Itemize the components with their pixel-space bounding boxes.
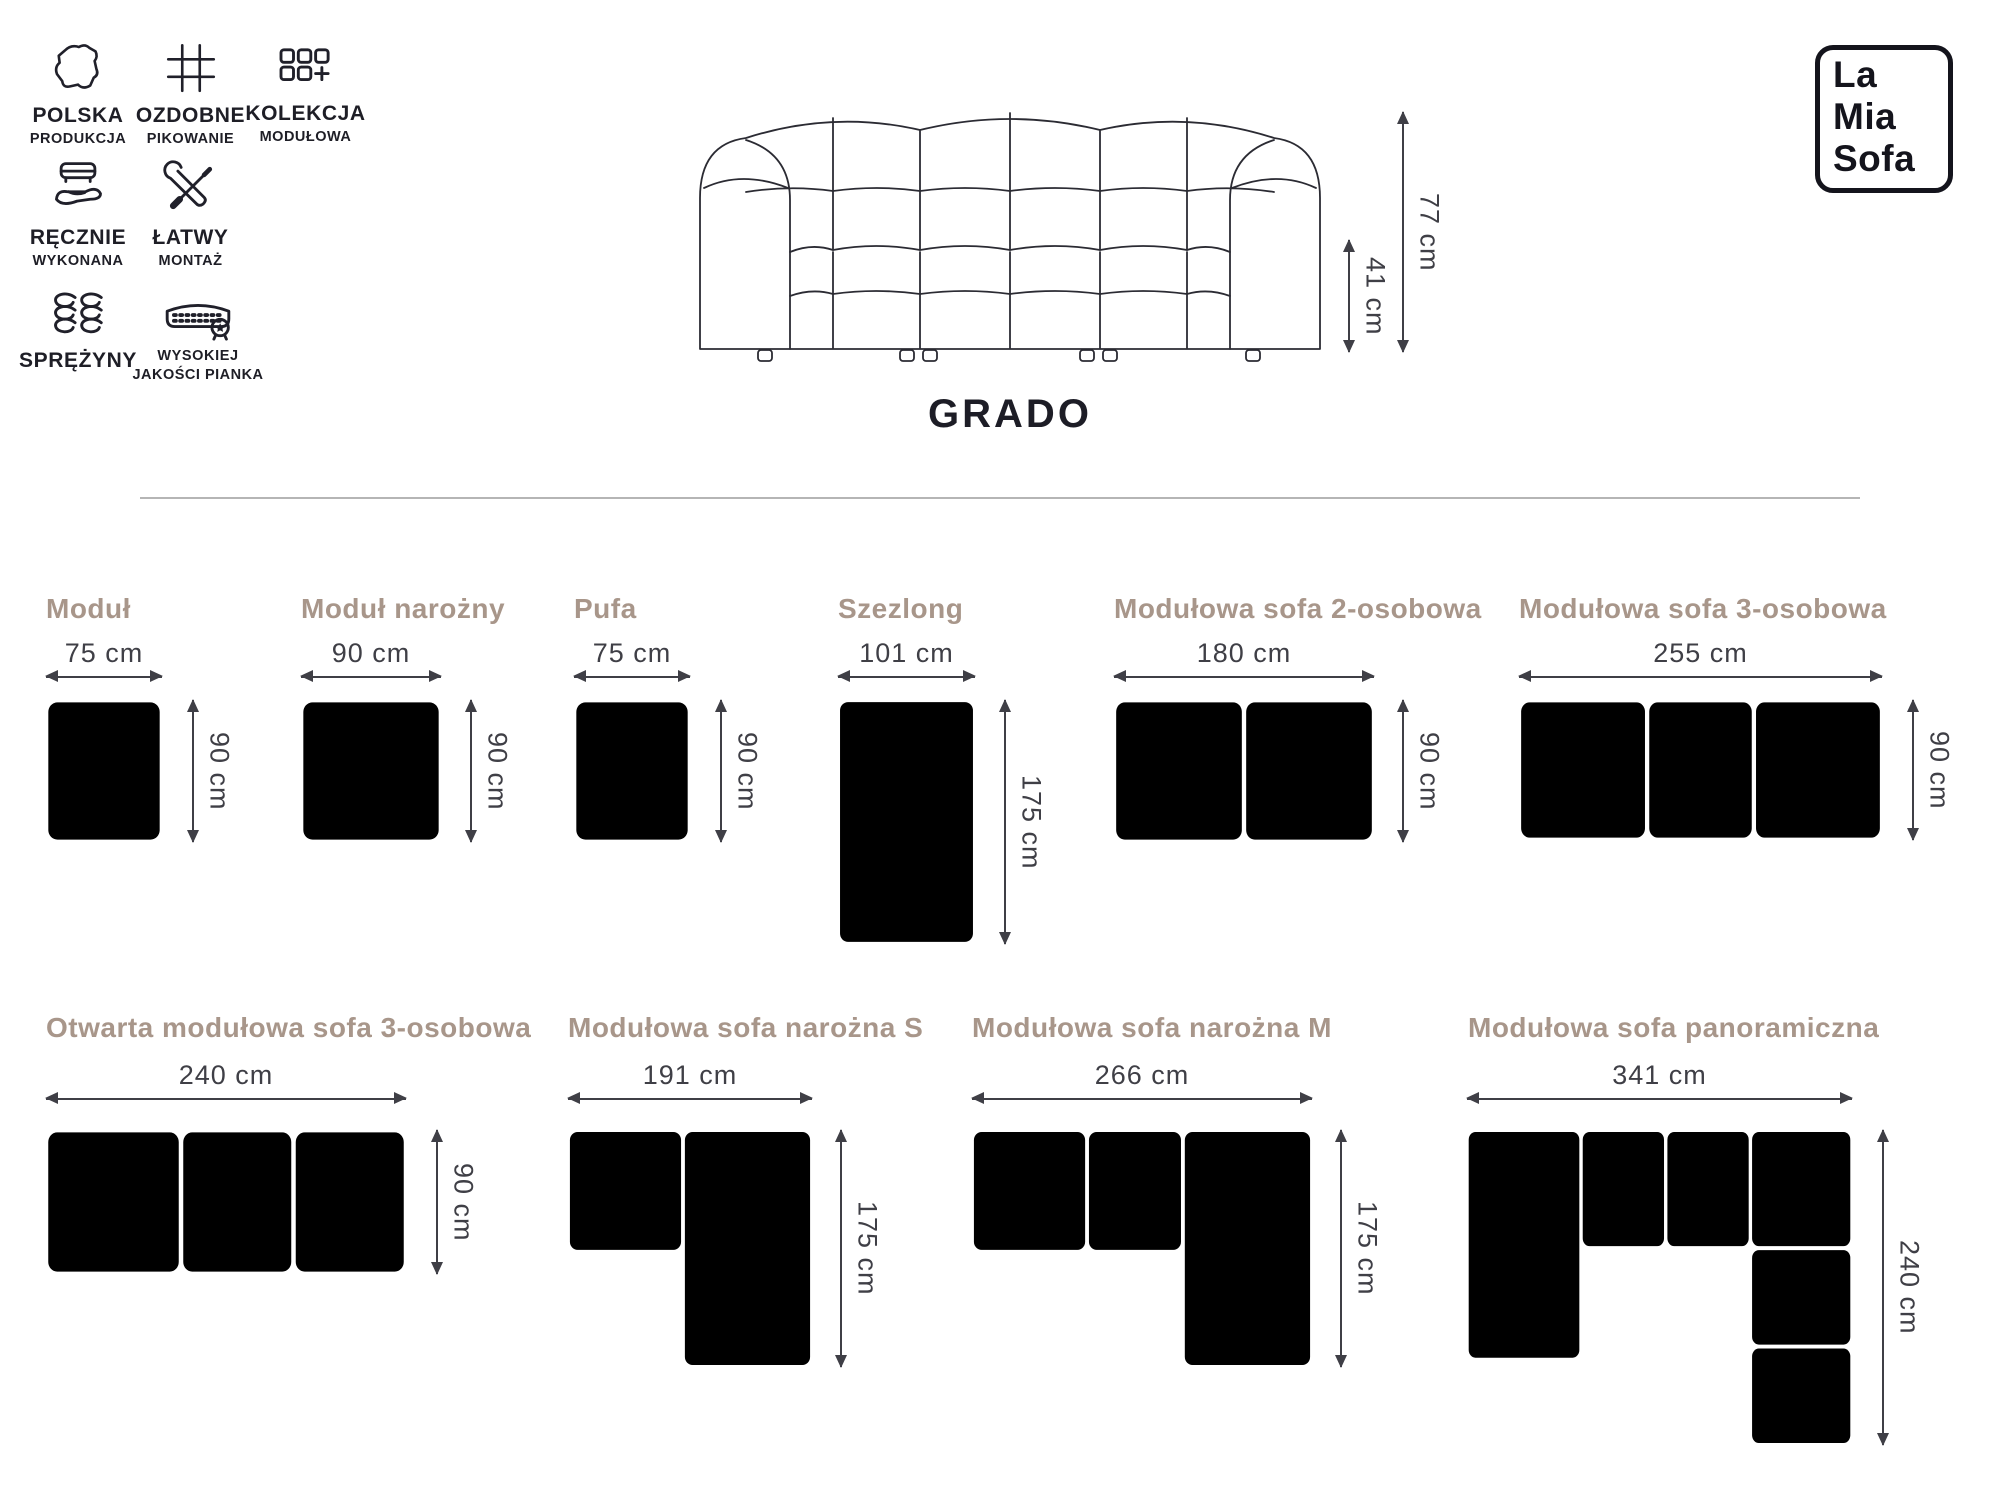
width-dimension: 255 cm	[1653, 638, 1748, 668]
feature-label: RĘCZNIE	[29, 226, 127, 249]
depth-arrow	[1402, 700, 1404, 842]
width-arrow	[972, 1098, 1312, 1100]
logo-line: Mia	[1833, 96, 1897, 137]
feature-label: POLSKA	[32, 104, 124, 127]
depth-dimension: 175 cm	[1016, 774, 1047, 870]
seat-height-dimension: 41 cm	[1360, 256, 1391, 336]
feature-sublabel: WYKONANA	[32, 253, 124, 269]
width-dimension: 75 cm	[64, 638, 144, 668]
total-height-arrow	[1402, 112, 1404, 352]
feature-sublabel: PRODUKCJA	[29, 131, 127, 147]
module-title-pufa: Pufa	[574, 593, 637, 624]
width-dimension: 180 cm	[1196, 638, 1292, 668]
foam-quality-medal-icon	[160, 290, 236, 342]
width-dimension: 90 cm	[331, 638, 411, 668]
logo-line: La	[1833, 54, 1878, 95]
feature-badge-pianka	[118, 290, 278, 383]
total-height-dimension: 77 cm	[1414, 192, 1445, 272]
width-arrow	[1519, 676, 1882, 678]
depth-dimension: 90 cm	[732, 731, 763, 811]
module-diagram-narozna-s	[568, 1130, 812, 1367]
module-diagram-otwarta	[46, 1130, 406, 1274]
depth-arrow	[436, 1130, 438, 1274]
width-dimension: 191 cm	[642, 1060, 738, 1090]
module-diagram-pufa	[574, 700, 690, 842]
depth-dimension: 90 cm	[204, 731, 235, 811]
feature-badge-montaz	[128, 158, 253, 269]
sofa-front-view-drawing	[680, 100, 1340, 365]
feature-label: KOLEKCJA	[245, 102, 366, 125]
width-dimension: 341 cm	[1612, 1060, 1707, 1090]
feature-label: SPRĘŻYNY	[19, 349, 137, 372]
depth-dimension: 240 cm	[1894, 1240, 1925, 1335]
product-title: GRADO	[928, 392, 1092, 436]
width-arrow	[1114, 676, 1374, 678]
width-dimension: 101 cm	[859, 638, 954, 668]
feature-badge-pikowanie	[128, 40, 253, 147]
width-arrow	[568, 1098, 812, 1100]
module-title-otwarta: Otwarta modułowa sofa 3-osobowa	[46, 1012, 532, 1043]
feature-label: WYSOKIEJ	[157, 348, 239, 364]
width-arrow	[574, 676, 690, 678]
depth-dimension: 175 cm	[852, 1201, 883, 1296]
depth-arrow	[192, 700, 194, 842]
brand-logo	[1815, 45, 1953, 193]
feature-sublabel: MONTAŻ	[158, 253, 223, 269]
width-arrow	[46, 1098, 406, 1100]
feature-badge-kolekcja	[243, 44, 368, 145]
module-title-sofa-3: Modułowa sofa 3-osobowa	[1519, 593, 1887, 624]
seat-height-arrow	[1348, 240, 1350, 352]
poland-map-icon	[48, 40, 108, 96]
module-title-narozna-m: Modułowa sofa narożna M	[972, 1012, 1332, 1043]
depth-arrow	[840, 1130, 842, 1367]
module-title-narozny: Moduł narożny	[301, 593, 506, 624]
handmade-sofa-icon	[47, 158, 109, 218]
feature-sublabel: MODUŁOWA	[259, 129, 352, 145]
depth-arrow	[1004, 700, 1006, 944]
feature-label: ŁATWY	[152, 226, 229, 249]
feature-badge-recznie	[18, 158, 138, 269]
depth-dimension: 90 cm	[448, 1162, 479, 1242]
depth-arrow	[720, 700, 722, 842]
feature-sublabel: PIKOWANIE	[146, 131, 235, 147]
springs-icon	[47, 285, 109, 341]
depth-dimension: 175 cm	[1352, 1201, 1383, 1296]
module-title-modul: Moduł	[46, 593, 131, 624]
logo-line: Sofa	[1833, 138, 1916, 179]
module-title-sofa-2: Modułowa sofa 2-osobowa	[1114, 593, 1482, 624]
width-arrow	[301, 676, 441, 678]
depth-arrow	[470, 700, 472, 842]
depth-dimension: 90 cm	[482, 731, 513, 811]
quilting-grid-icon	[162, 40, 220, 96]
width-arrow	[46, 676, 162, 678]
depth-arrow	[1912, 700, 1914, 840]
depth-dimension: 90 cm	[1414, 731, 1445, 811]
modular-collection-icon	[275, 44, 337, 94]
module-diagram-panoramiczna	[1467, 1130, 1852, 1445]
depth-arrow	[1340, 1130, 1342, 1367]
feature-sublabel: JAKOŚCI PIANKA	[132, 367, 264, 383]
module-title-panoramiczna: Modułowa sofa panoramiczna	[1468, 1012, 1880, 1043]
width-dimension: 266 cm	[1094, 1060, 1190, 1090]
depth-dimension: 90 cm	[1924, 730, 1955, 810]
width-arrow	[1467, 1098, 1852, 1100]
feature-label: OZDOBNE	[135, 104, 246, 127]
width-dimension: 240 cm	[178, 1060, 274, 1090]
module-diagram-modul	[46, 700, 162, 842]
width-dimension: 75 cm	[592, 638, 672, 668]
module-diagram-sofa-3	[1519, 700, 1882, 840]
module-diagram-narozny	[301, 700, 441, 842]
module-diagram-szezlong	[838, 700, 975, 944]
module-diagram-sofa-2	[1114, 700, 1374, 842]
easy-assembly-tools-icon	[161, 158, 221, 218]
section-divider	[140, 497, 1860, 499]
feature-badge-polska	[18, 40, 138, 147]
module-title-narozna-s: Modułowa sofa narożna S	[568, 1012, 924, 1043]
depth-arrow	[1882, 1130, 1884, 1445]
module-title-szezlong: Szezlong	[838, 593, 964, 624]
module-diagram-narozna-m	[972, 1130, 1312, 1367]
width-arrow	[838, 676, 975, 678]
